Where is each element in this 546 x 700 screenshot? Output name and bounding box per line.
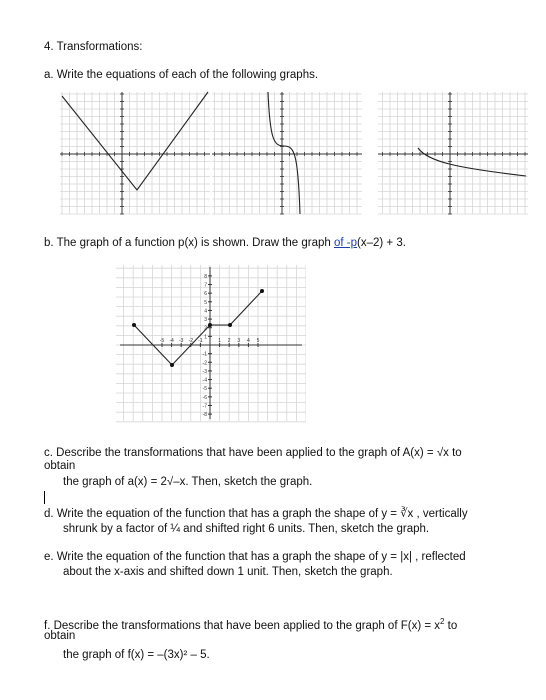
part-f-exponent: 2	[440, 617, 445, 626]
x-tick-label: -1	[198, 338, 203, 344]
part-c-line1: c. Describe the transformations that have been applied to the graph of A(x) = √x to	[44, 447, 462, 459]
graph-a2	[212, 90, 362, 216]
part-f-line3: the graph of f(x) = –(3x)² – 5.	[63, 649, 210, 661]
part-f-line2: obtain	[44, 630, 76, 642]
graph-b-point	[170, 363, 174, 367]
x-tick-label: 5	[256, 338, 260, 344]
graph-b-curve	[134, 291, 262, 365]
graph-a1-grid	[60, 92, 210, 214]
y-tick-label: 4	[204, 308, 207, 315]
part-f-text-end: to	[444, 619, 458, 632]
x-tick-label: 3	[237, 338, 241, 344]
y-tick-label: 2	[204, 325, 207, 332]
y-tick-label: 3	[204, 317, 207, 324]
part-c-line3: the graph of a(x) = 2√–x. Then, sketch the graph.	[63, 476, 313, 488]
part-f-line1	[44, 615, 457, 633]
y-tick-label: -7	[202, 403, 207, 410]
y-tick-label: 6	[204, 291, 207, 298]
part-f-text: f. Describe the transformations that have been applied to the graph of F(x) = x	[44, 619, 441, 632]
x-tick-label: 1	[218, 338, 221, 344]
graph-a2-curve	[268, 92, 300, 214]
y-tick-label: -3	[202, 368, 207, 375]
part-b-link[interactable]: of -p	[334, 237, 358, 249]
part-a-text: a. Write the equations of each of the following graphs.	[44, 69, 319, 81]
graph-b-point	[260, 289, 264, 293]
part-c-line2: obtain	[44, 460, 76, 472]
part-b-prefix: b. The graph of a function p(x) is shown. Draw the graph	[44, 237, 334, 249]
y-tick-label: 1	[204, 334, 207, 341]
graph-a3	[378, 90, 528, 216]
y-tick-label: 8	[204, 273, 207, 280]
x-tick-label: 4	[247, 338, 250, 344]
y-tick-label: -2	[202, 360, 207, 367]
x-tick-label: -4	[169, 338, 174, 344]
part-d-line1: d. Write the equation of the function that has a graph the shape of y = ∛x , vertically	[44, 508, 468, 520]
part-e-line1: e. Write the equation of the function that has a graph the shape of y = |x| , reflected	[44, 551, 466, 563]
y-tick-label: -1	[202, 351, 207, 358]
x-tick-label: -2	[188, 338, 194, 344]
y-tick-label: -8	[202, 412, 207, 419]
x-tick-label: -3	[178, 338, 184, 344]
x-tick-label: -5	[159, 338, 165, 344]
y-tick-label: -6	[202, 394, 207, 401]
graph-a1	[60, 90, 210, 216]
graph-b-point	[228, 323, 232, 327]
y-tick-label: 7	[204, 282, 207, 289]
text-cursor	[44, 491, 45, 504]
graph-a1-curve	[62, 92, 208, 190]
part-e-line2: about the x-axis and shifted down 1 unit. Then, sketch the graph.	[63, 566, 393, 578]
x-tick-label: 2	[227, 338, 231, 344]
y-tick-label: -5	[202, 386, 207, 393]
graph-b	[116, 263, 306, 423]
graph-b-point	[132, 323, 136, 327]
problem-heading: 4. Transformations:	[44, 41, 143, 53]
part-b-suffix: (x–2) + 3.	[357, 237, 406, 249]
part-d-line2: shrunk by a factor of ¼ and shifted right 6 units. Then, sketch the graph.	[63, 523, 430, 535]
y-tick-label: 5	[204, 299, 207, 306]
part-b-text	[44, 236, 406, 250]
y-tick-label: -4	[202, 377, 207, 384]
graph-b-point	[208, 323, 212, 327]
